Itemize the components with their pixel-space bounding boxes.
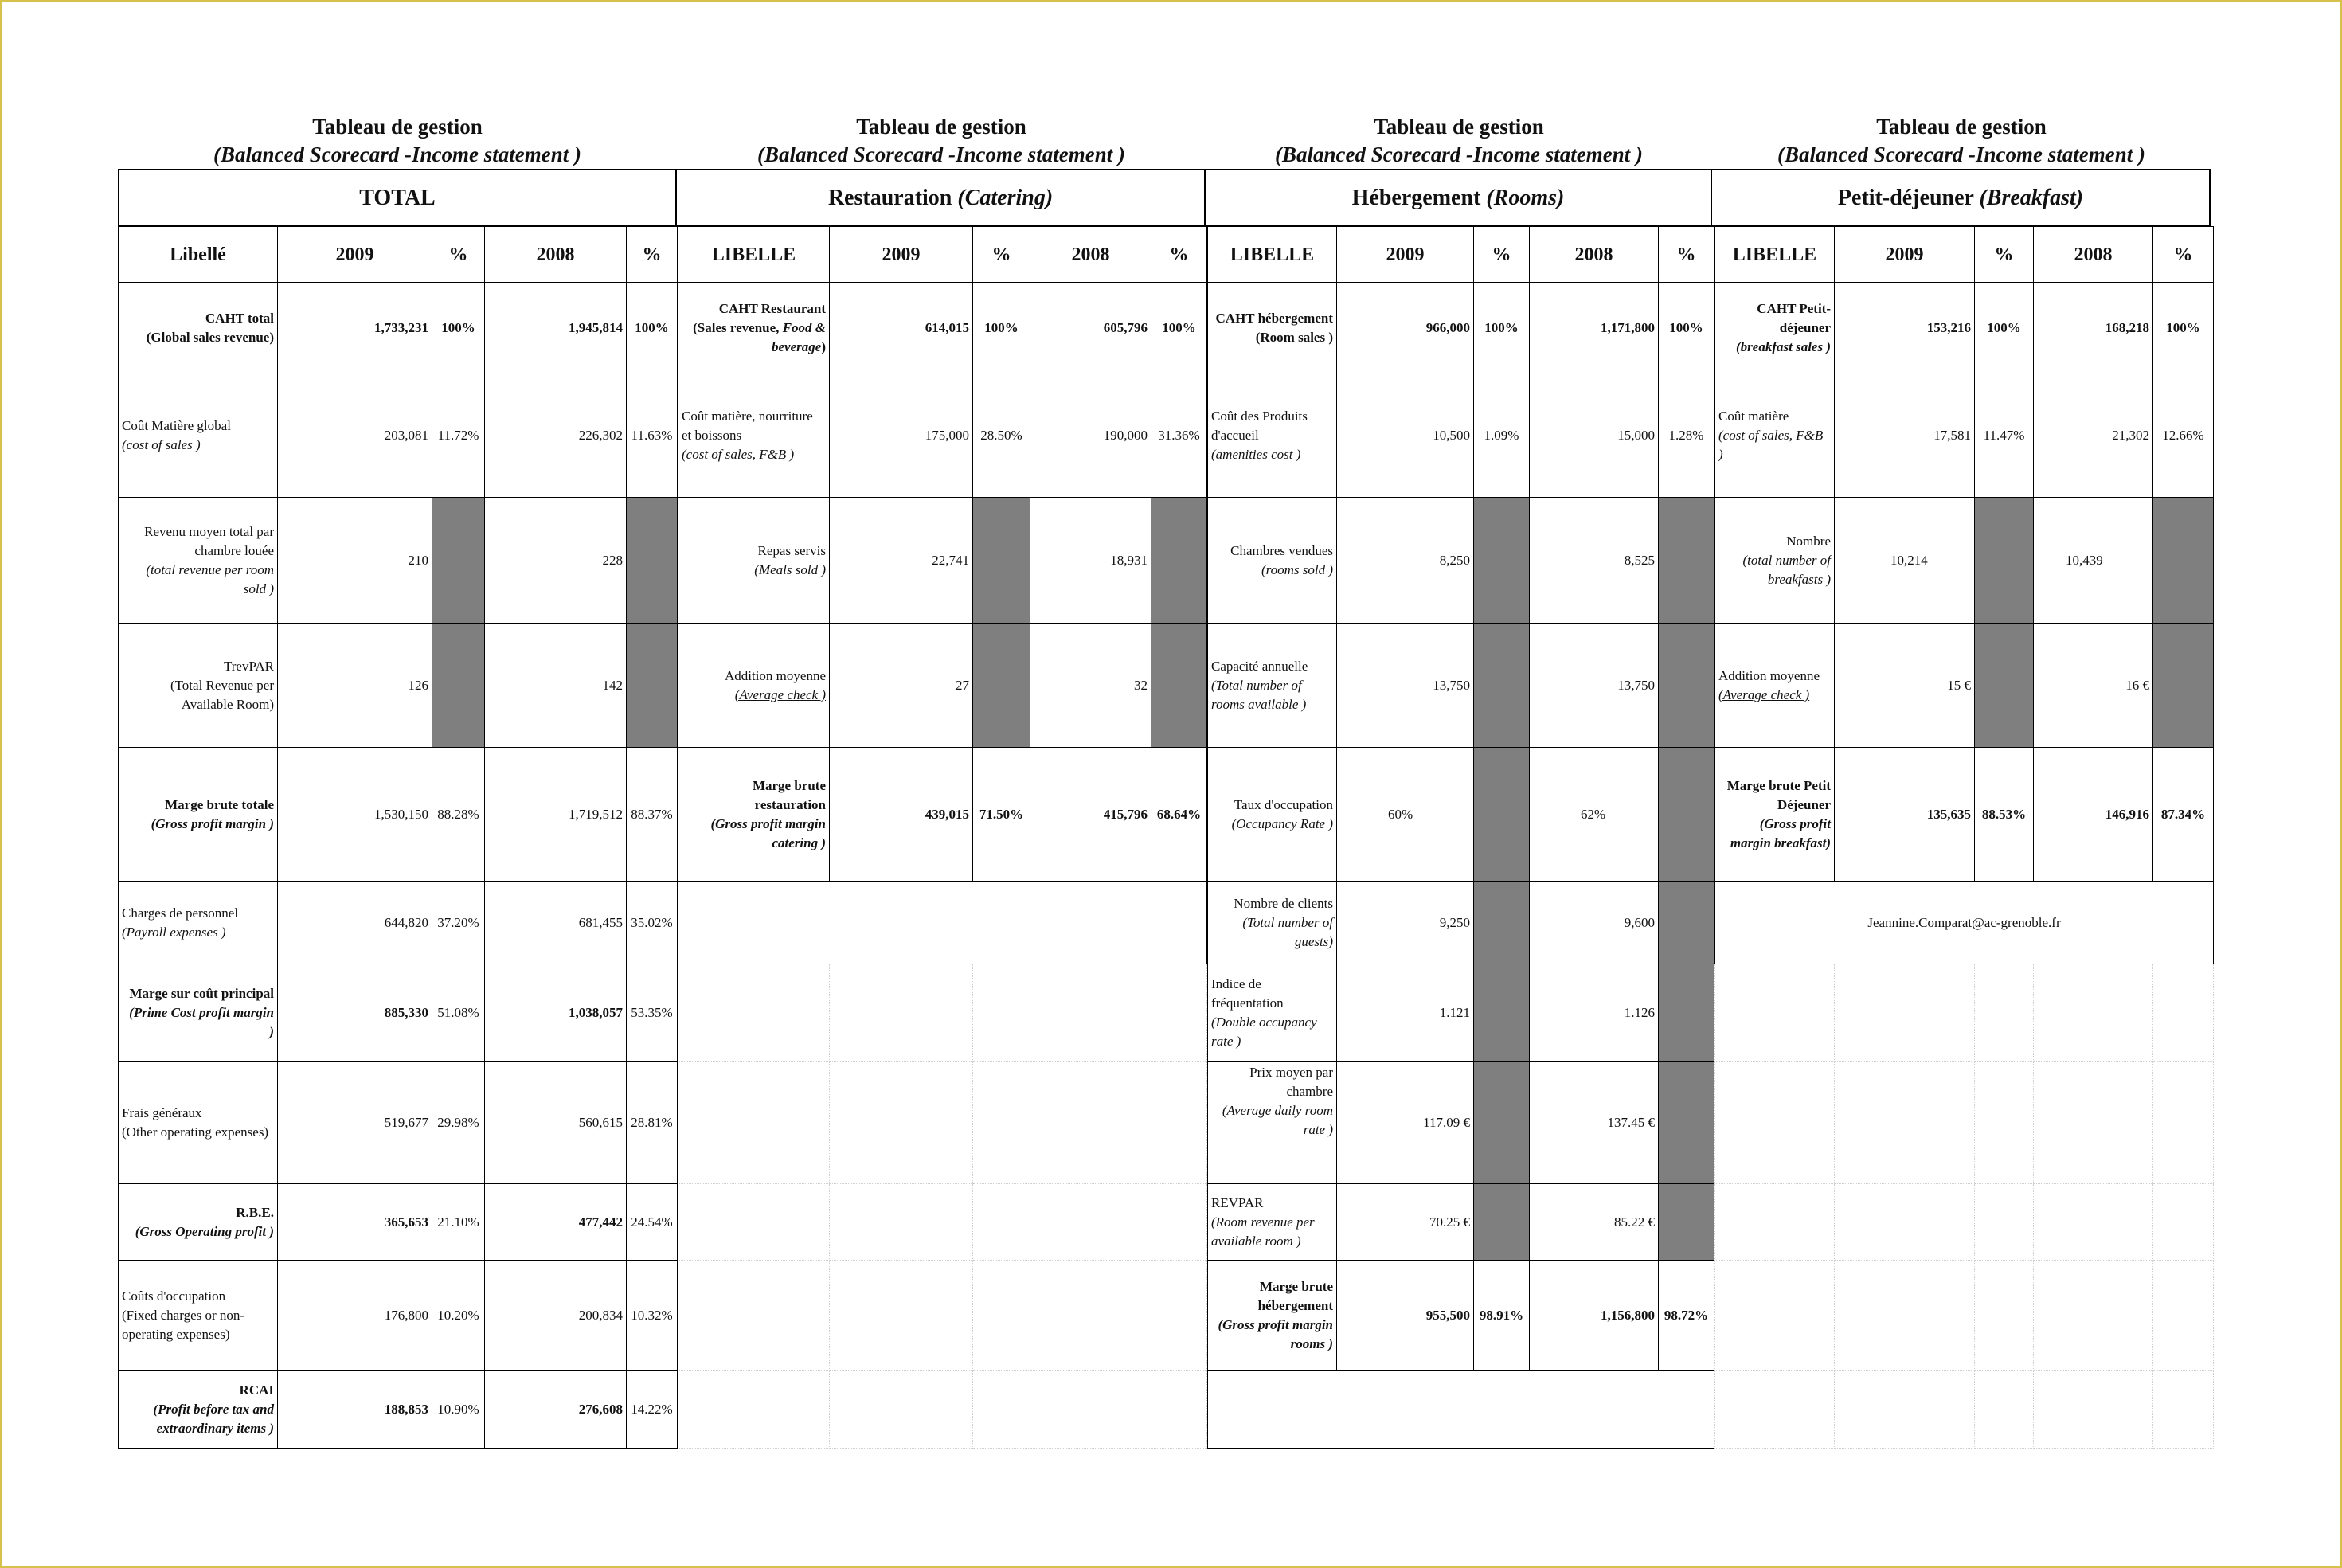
col-2008: 2008 [485,227,627,283]
section-rooms: Hébergement (Rooms) [1206,169,1712,226]
col-pct-2009: % [432,227,485,283]
table-row: CAHT Petit-déjeuner (breakfast sales ) 153,216 100% 168,218 100% [1715,283,2214,373]
section-total: TOTAL [118,169,677,226]
table-row: Coût matière, nourriture et boissons (cost of sales, F&B ) 175,000 28.50% 190,000 31.36% [678,373,1207,498]
col-libelle: Libellé [119,227,278,283]
table-row: Repas servis (Meals sold ) 22,741 18,931 [678,498,1207,624]
table-row: Marge brute totale (Gross profit margin ) 1,530,150 88.28% 1,719,512 88.37% [119,748,678,882]
table-row: Capacité annuelle (Total number of rooms available ) 13,750 13,750 [1208,624,1714,748]
title-rooms: Tableau de gestion (Balanced Scorecard -Income statement ) [1275,115,1643,166]
table-row: Marge brute restauration (Gross profit margin catering ) 439,015 71.50% 415,796 68.64% [678,748,1207,882]
table-row: Addition moyenne (Average check ) 15 € 16 € [1715,624,2214,748]
contact-email: Jeannine.Comparat@ac-grenoble.fr [1715,882,2214,964]
table-row: Coût Matière global (cost of sales ) 203,081 11.72% 226,302 11.63% [119,373,678,498]
table-row: Marge sur coût principal (Prime Cost profit margin ) 885,330 51.08% 1,038,057 53.35% [119,964,678,1062]
table-row: R.B.E. (Gross Operating profit ) 365,653 21.10% 477,442 24.54% [119,1184,678,1261]
table-row: REVPAR (Room revenue per available room ) 70.25 € 85.22 € [1208,1184,1714,1261]
table-row: Coût des Produits d'accueil (amenities cost ) 10,500 1.09% 15,000 1.28% [1208,373,1714,498]
col-2009: 2009 [278,227,432,283]
table-row: Nombre (total number of breakfasts ) 10,214 10,439 [1715,498,2214,624]
table-total [118,226,678,1449]
table-row: CAHT Restaurant (Sales revenue, Food & beverage) 614,015 100% 605,796 100% [678,283,1207,373]
table-row: CAHT hébergement (Room sales ) 966,000 100% 1,171,800 100% [1208,283,1714,373]
table-row: CAHT total (Global sales revenue) 1,733,231 100% 1,945,814 100% [119,283,678,373]
title-total: Tableau de gestion (Balanced Scorecard -Income statement ) [213,115,581,166]
table-row: Charges de personnel (Payroll expenses ) 644,820 37.20% 681,455 35.02% [119,882,678,964]
section-catering: Restauration (Catering) [677,169,1206,226]
table-row: Coûts d'occupation (Fixed charges or non-operating expenses) 176,800 10.20% 200,834 10.32% [119,1261,678,1371]
table-rooms: LIBELLE 2009 % 2008 % CAHT hébergement (Room sales ) 966,000 100% 1,171,800 100% Coût des Produits d'accueil (amenities cost ) 10,500 1.09% 15,000 1.28% Chambres vendues (rooms sold ) 8,250 8,525 Capacité annuelle (Total number of rooms available ) 13,750 13,750 Taux d'occupation (Occupancy Rate ) 60% 62% Nombre de clients (Total number of guests) 9,250 9,600 Indice de fréquentation (Double occupancy rate ) 1.121 1.126 Prix moyen par chambre (Average daily room rate ) 117.09 € 137.45 € REVPAR (Room revenue per available room ) 70.25 € 85.22 € Marge brute hébergement (Gross profit margin rooms ) 955,500 98.91% 1,156,800 98.72% [1207,226,1714,1449]
table-breakfast: LIBELLE 2009 % 2008 % CAHT Petit-déjeuner (breakfast sales ) 153,216 100% 168,218 100% Coût matière (cost of sales, F&B ) 17,581 11.47% 21,302 12.66% Nombre (total number of breakfasts ) 10,214 10,439 Addition moyenne (Average check ) 15 € 16 € Marge brute Petit Déjeuner (Gross profit margin breakfast) 135,635 88.53% 146,916 87.34% Jeannine.Comparat@ac-grenoble.fr [1714,226,2214,1449]
table-catering: LIBELLE 2009 % 2008 % CAHT Restaurant (Sales revenue, Food & beverage) 614,015 100% 605,796 100% Coût matière, nourriture et boissons (cost of sales, F&B ) 175,000 28.50% 190,000 31.36% Repas servis (Meals sold ) 22,741 18,931 Addition moyenne (Average check ) 27 32 Marge brute restauration (Gross profit margin catering ) 439,015 71.50% 415,796 68.64% [678,226,1207,1449]
table-row: Marge brute hébergement (Gross profit margin rooms ) 955,500 98.91% 1,156,800 98.72% [1208,1261,1714,1371]
table-row: Marge brute Petit Déjeuner (Gross profit margin breakfast) 135,635 88.53% 146,916 87.34% [1715,748,2214,882]
table-row: Prix moyen par chambre (Average daily room rate ) 117.09 € 137.45 € [1208,1062,1714,1184]
tables-container [118,226,2214,1449]
col-pct-2008: % [627,227,678,283]
table-row: Frais généraux (Other operating expenses) 519,677 29.98% 560,615 28.81% [119,1062,678,1184]
section-breakfast: Petit-déjeuner (Breakfast) [1712,169,2211,226]
section-row [118,169,2211,226]
table-row: Addition moyenne (Average check ) 27 32 [678,624,1207,748]
table-row: Coût matière (cost of sales, F&B ) 17,581 11.47% 21,302 12.66% [1715,373,2214,498]
title-breakfast: Tableau de gestion (Balanced Scorecard -Income statement ) [1777,115,2145,166]
title-row [118,110,2211,169]
table-row: TrevPAR (Total Revenue per Available Room) 126 142 [119,624,678,748]
table-row: Chambres vendues (rooms sold ) 8,250 8,525 [1208,498,1714,624]
table-row: Indice de fréquentation (Double occupancy rate ) 1.121 1.126 [1208,964,1714,1062]
table-row: Taux d'occupation (Occupancy Rate ) 60% 62% [1208,748,1714,882]
table-row: RCAI (Profit before tax and extraordinary items ) 188,853 10.90% 276,608 14.22% [119,1371,678,1449]
table-row: Revenu moyen total par chambre louée (total revenue per room sold ) 210 228 [119,498,678,624]
title-catering: Tableau de gestion (Balanced Scorecard -Income statement ) [757,115,1125,166]
table-row: Nombre de clients (Total number of guests) 9,250 9,600 [1208,882,1714,964]
